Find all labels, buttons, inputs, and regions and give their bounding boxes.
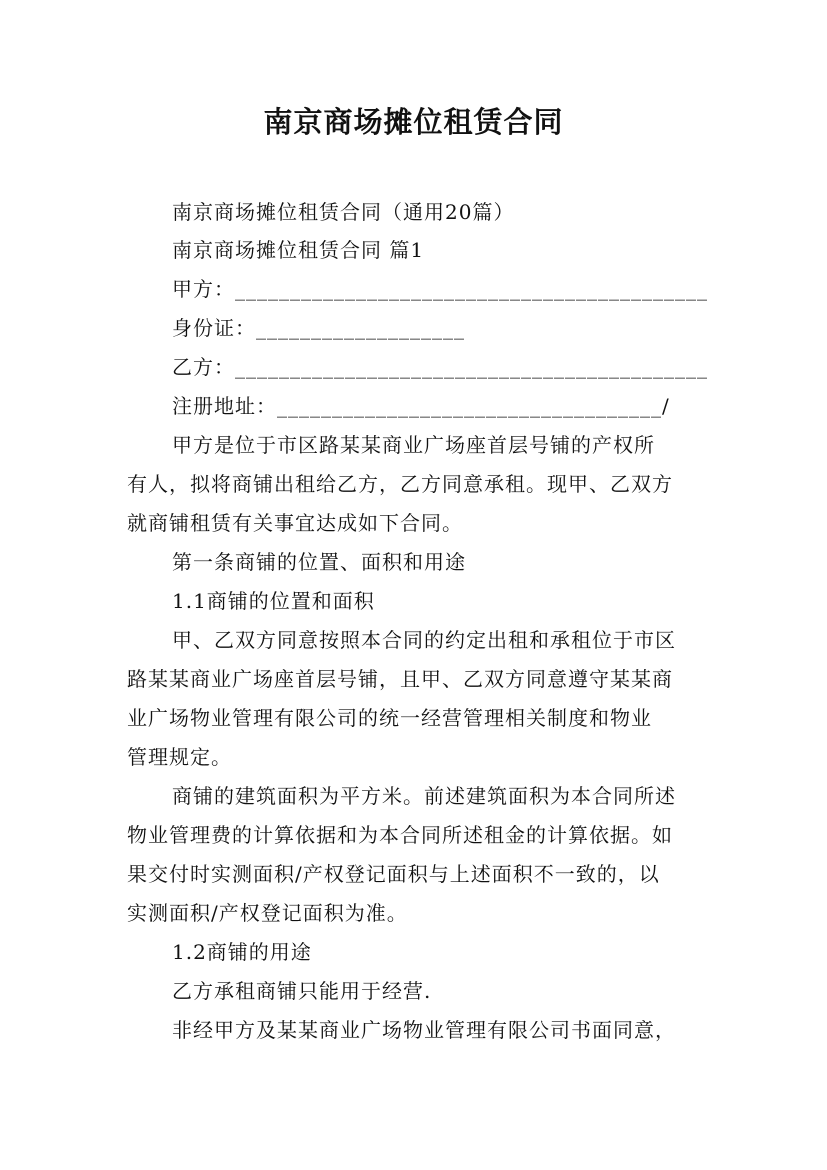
paragraph-line: 实测面积/产权登记面积为准。 [127,901,408,925]
paragraph-line: 商铺的建筑面积为平方米。前述建筑面积为本合同所述 [172,784,676,808]
chapter-heading: 南京商场摊位租赁合同 篇1 [172,238,425,262]
paragraph-line: 乙方承租商铺只能用于经营. [172,979,432,1003]
paragraph-line: 管理规定。 [127,745,232,769]
paragraph-line: 非经甲方及某某商业广场物业管理有限公司书面同意， [172,1018,676,1042]
registered-address-field: 注册地址：___________________________________/ [172,394,670,418]
party-a-field: 甲方：___________________________________________ [172,277,708,301]
document-title: 南京商场摊位租赁合同 [263,105,564,139]
paragraph-line: 物业管理费的计算依据和为本合同所述租金的计算依据。如 [127,823,673,847]
paragraph-line: 甲方是位于市区路某某商业广场座首层号铺的产权所 [172,433,655,457]
id-card-field: 身份证：___________________ [172,316,465,340]
subtitle-line: 南京商场摊位租赁合同（通用20篇） [172,200,515,224]
party-b-field: 乙方：___________________________________________ [172,355,708,379]
paragraph-line: 果交付时实测面积/产权登记面积与上述面积不一致的，以 [127,862,660,886]
paragraph-line: 甲、乙双方同意按照本合同的约定出租和承租位于市区 [172,628,676,652]
section-heading: 第一条商铺的位置、面积和用途 [172,550,466,574]
paragraph-line: 业广场物业管理有限公司的统一经营管理相关制度和物业 [127,706,652,730]
paragraph-line: 就商铺租赁有关事宜达成如下合同。 [127,511,463,535]
paragraph-line: 路某某商业广场座首层号铺，且甲、乙双方同意遵守某某商 [127,667,673,691]
paragraph-line: 有人，拟将商铺出租给乙方，乙方同意承租。现甲、乙双方 [127,472,673,496]
subsection-heading: 1.1商铺的位置和面积 [172,589,375,613]
subsection-heading: 1.2商铺的用途 [172,940,312,964]
